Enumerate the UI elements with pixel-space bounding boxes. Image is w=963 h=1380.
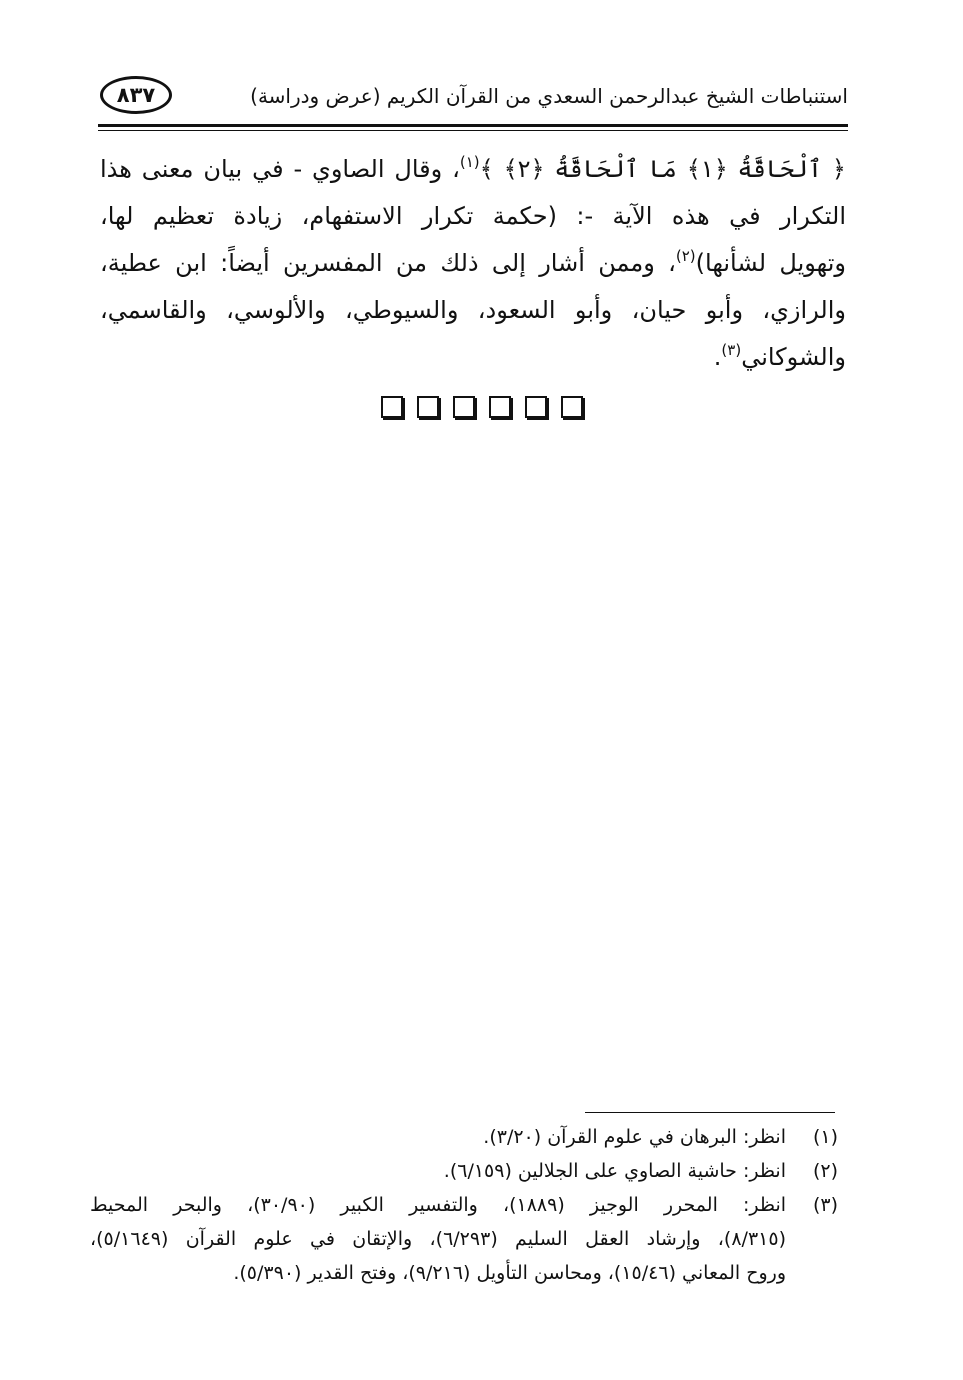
section-separator [0,396,963,418]
text-line: والرازي، وأبو حيان، وأبو السعود، والسيوطي، والألوسي، والقاسمي، [100,296,846,324]
footnote-text [90,1154,786,1188]
quran-verse: ﴿ ٱلْحَاقَّةُ ﴿١﴾ مَا ٱلْحَاقَّةُ ﴿٢﴾ ﴾ [479,155,846,183]
text-segment: . [713,343,722,371]
square-box-icon [525,396,547,418]
square-box-icon [417,396,439,418]
footnote-number: (٢) [812,1160,838,1182]
footnote-text [90,1120,786,1154]
text-line [100,240,846,287]
footnote-ref: (١) [459,153,480,171]
text-segment: ، وممن أشار إلى ذلك من المفسرين أيضاً: ابن عطية، [100,249,676,277]
text-segment: وتهويل لشأنها) [695,249,846,277]
text-line [100,334,846,381]
footnote-line: وروح المعاني (١٥/٤٦)، ومحاسن التأويل (٩/٢١٦)، وفتح القدير (٥/٣٩٠). [233,1262,786,1284]
footnote-rule [585,1112,835,1113]
text-line: التكرار في هذه الآية -: (حكمة تكرار الاستفهام، زيادة تعظيم لها، [100,202,846,230]
footnote-ref: (٣) [721,341,742,359]
footnote-ref: (٢) [675,247,696,265]
square-box-icon [381,396,403,418]
footnote-line: (٨/٣١٥)، وإرشاد العقل السليم (٦/٢٩٣)، والإتقان في علوم القرآن (٥/١٦٤٩)، [90,1228,786,1250]
footnote-text [90,1188,786,1290]
text-segment: ، وقال الصاوي - في بيان معنى هذا [100,155,460,183]
square-box-icon [489,396,511,418]
page-header [96,70,848,122]
header-rule-thick [98,124,848,127]
square-box-icon [561,396,583,418]
header-rule-thin [98,130,848,131]
footnote [90,1188,838,1290]
square-box-icon [453,396,475,418]
footnote-number: (١) [812,1126,838,1148]
footnote-number: (٣) [812,1194,838,1216]
footnotes [90,1120,838,1290]
footnote-line: انظر: البرهان في علوم القرآن (٣/٢٠). [483,1126,786,1148]
text-segment: والشوكاني [741,343,846,371]
footnote [90,1120,838,1154]
footnote-line: انظر: المحرر الوجيز (١٨٨٩)، والتفسير الكبير (٣٠/٩٠)، والبحر المحيط [90,1194,787,1216]
footnote-line: انظر: حاشية الصاوي على الجلالين (٦/١٥٩). [443,1160,786,1182]
page-number-badge: ٨٣٧ [100,76,172,114]
text-line [100,146,846,193]
footnote [90,1154,838,1188]
main-text [100,146,846,381]
running-title: استنباطات الشيخ عبدالرحمن السعدي من القرآن الكريم (عرض ودراسة) [250,84,848,108]
